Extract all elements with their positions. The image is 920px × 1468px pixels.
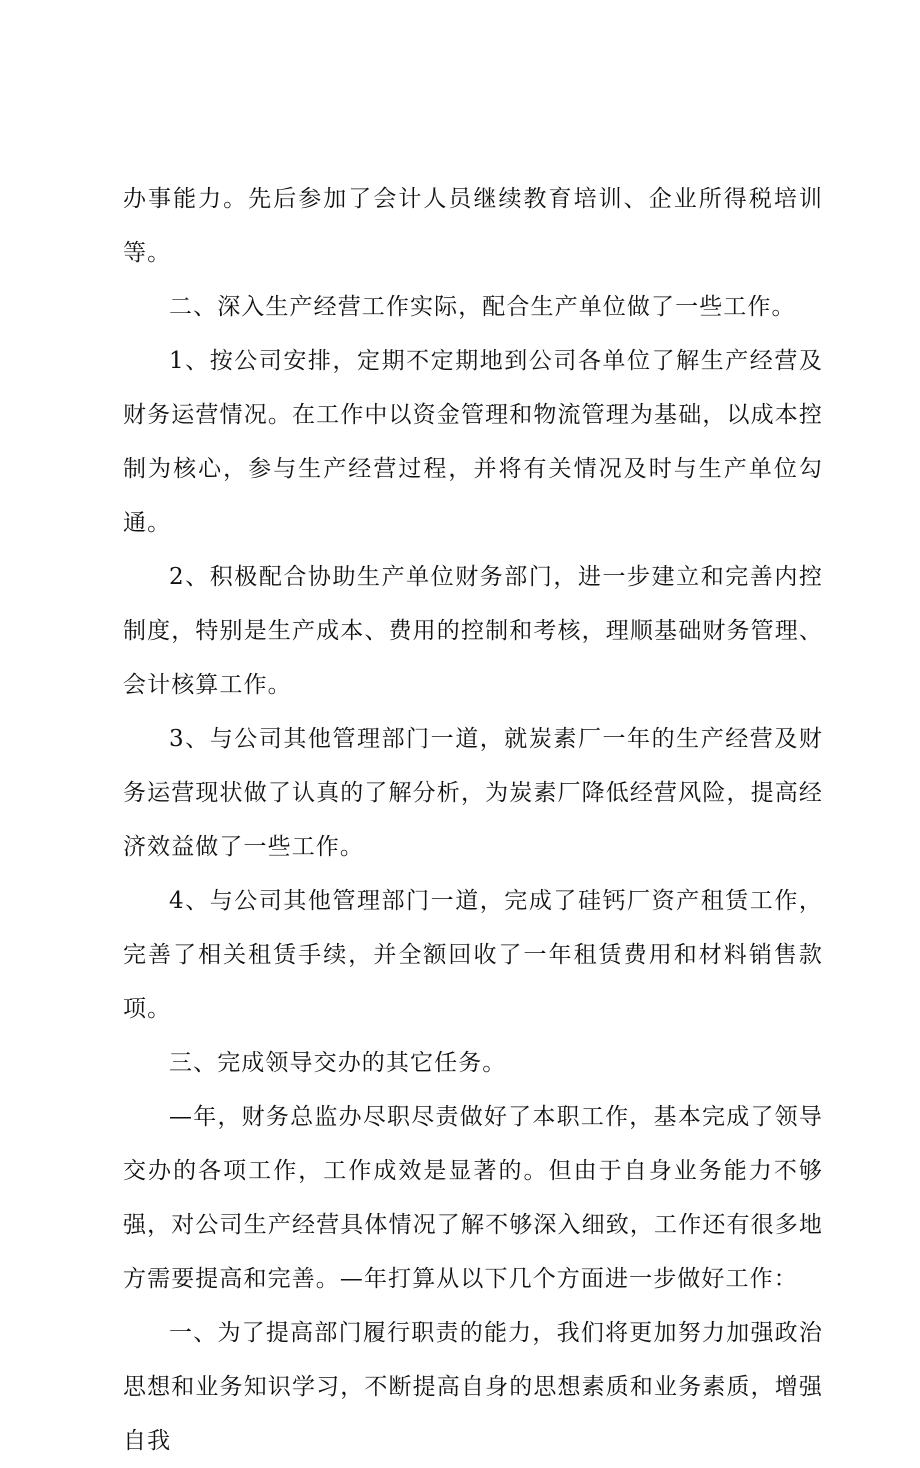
paragraph-continuation: 办事能力。先后参加了会计人员继续教育培训、企业所得税培训等。 — [123, 186, 823, 266]
paragraph-item-2: 2、积极配合协助生产单位财务部门，进一步建立和完善内控制度，特别是生产成本、费用的控制和考核，理顺基础财务管理、会计核算工作。 — [123, 564, 823, 698]
paragraph-item-4: 4、与公司其他管理部门一道，完成了硅钙厂资产租赁工作，完善了相关租赁手续，并全额回收了一年租赁费用和材料销售款项。 — [123, 888, 823, 1022]
paragraph-item-3: 3、与公司其他管理部门一道，就炭素厂一年的生产经营及财务运营现状做了认真的了解分析，为炭素厂降低经营风险，提高经济效益做了一些工作。 — [123, 726, 823, 860]
document-body — [123, 172, 823, 1468]
paragraph-plan-one: 一、为了提高部门履行职责的能力，我们将更加努力加强政治思想和业务知识学习，不断提高自身的思想素质和业务素质，增强自我 — [123, 1320, 823, 1454]
paragraph-item-1: 1、按公司安排，定期不定期地到公司各单位了解生产经营及财务运营情况。在工作中以资金管理和物流管理为基础，以成本控制为核心，参与生产经营过程，并将有关情况及时与生产单位勾通。 — [123, 348, 823, 536]
paragraph-section-two-heading: 二、深入生产经营工作实际，配合生产单位做了一些工作。 — [169, 294, 796, 320]
paragraph-summary: —年，财务总监办尽职尽责做好了本职工作，基本完成了领导交办的各项工作，工作成效是显著的。但由于自身业务能力不够强，对公司生产经营具体情况了解不够深入细致，工作还有很多地方需要提高和完善。—年打算从以下几个方面进一步做好工作： — [123, 1104, 823, 1292]
paragraph-section-three-heading: 三、完成领导交办的其它任务。 — [169, 1050, 507, 1076]
